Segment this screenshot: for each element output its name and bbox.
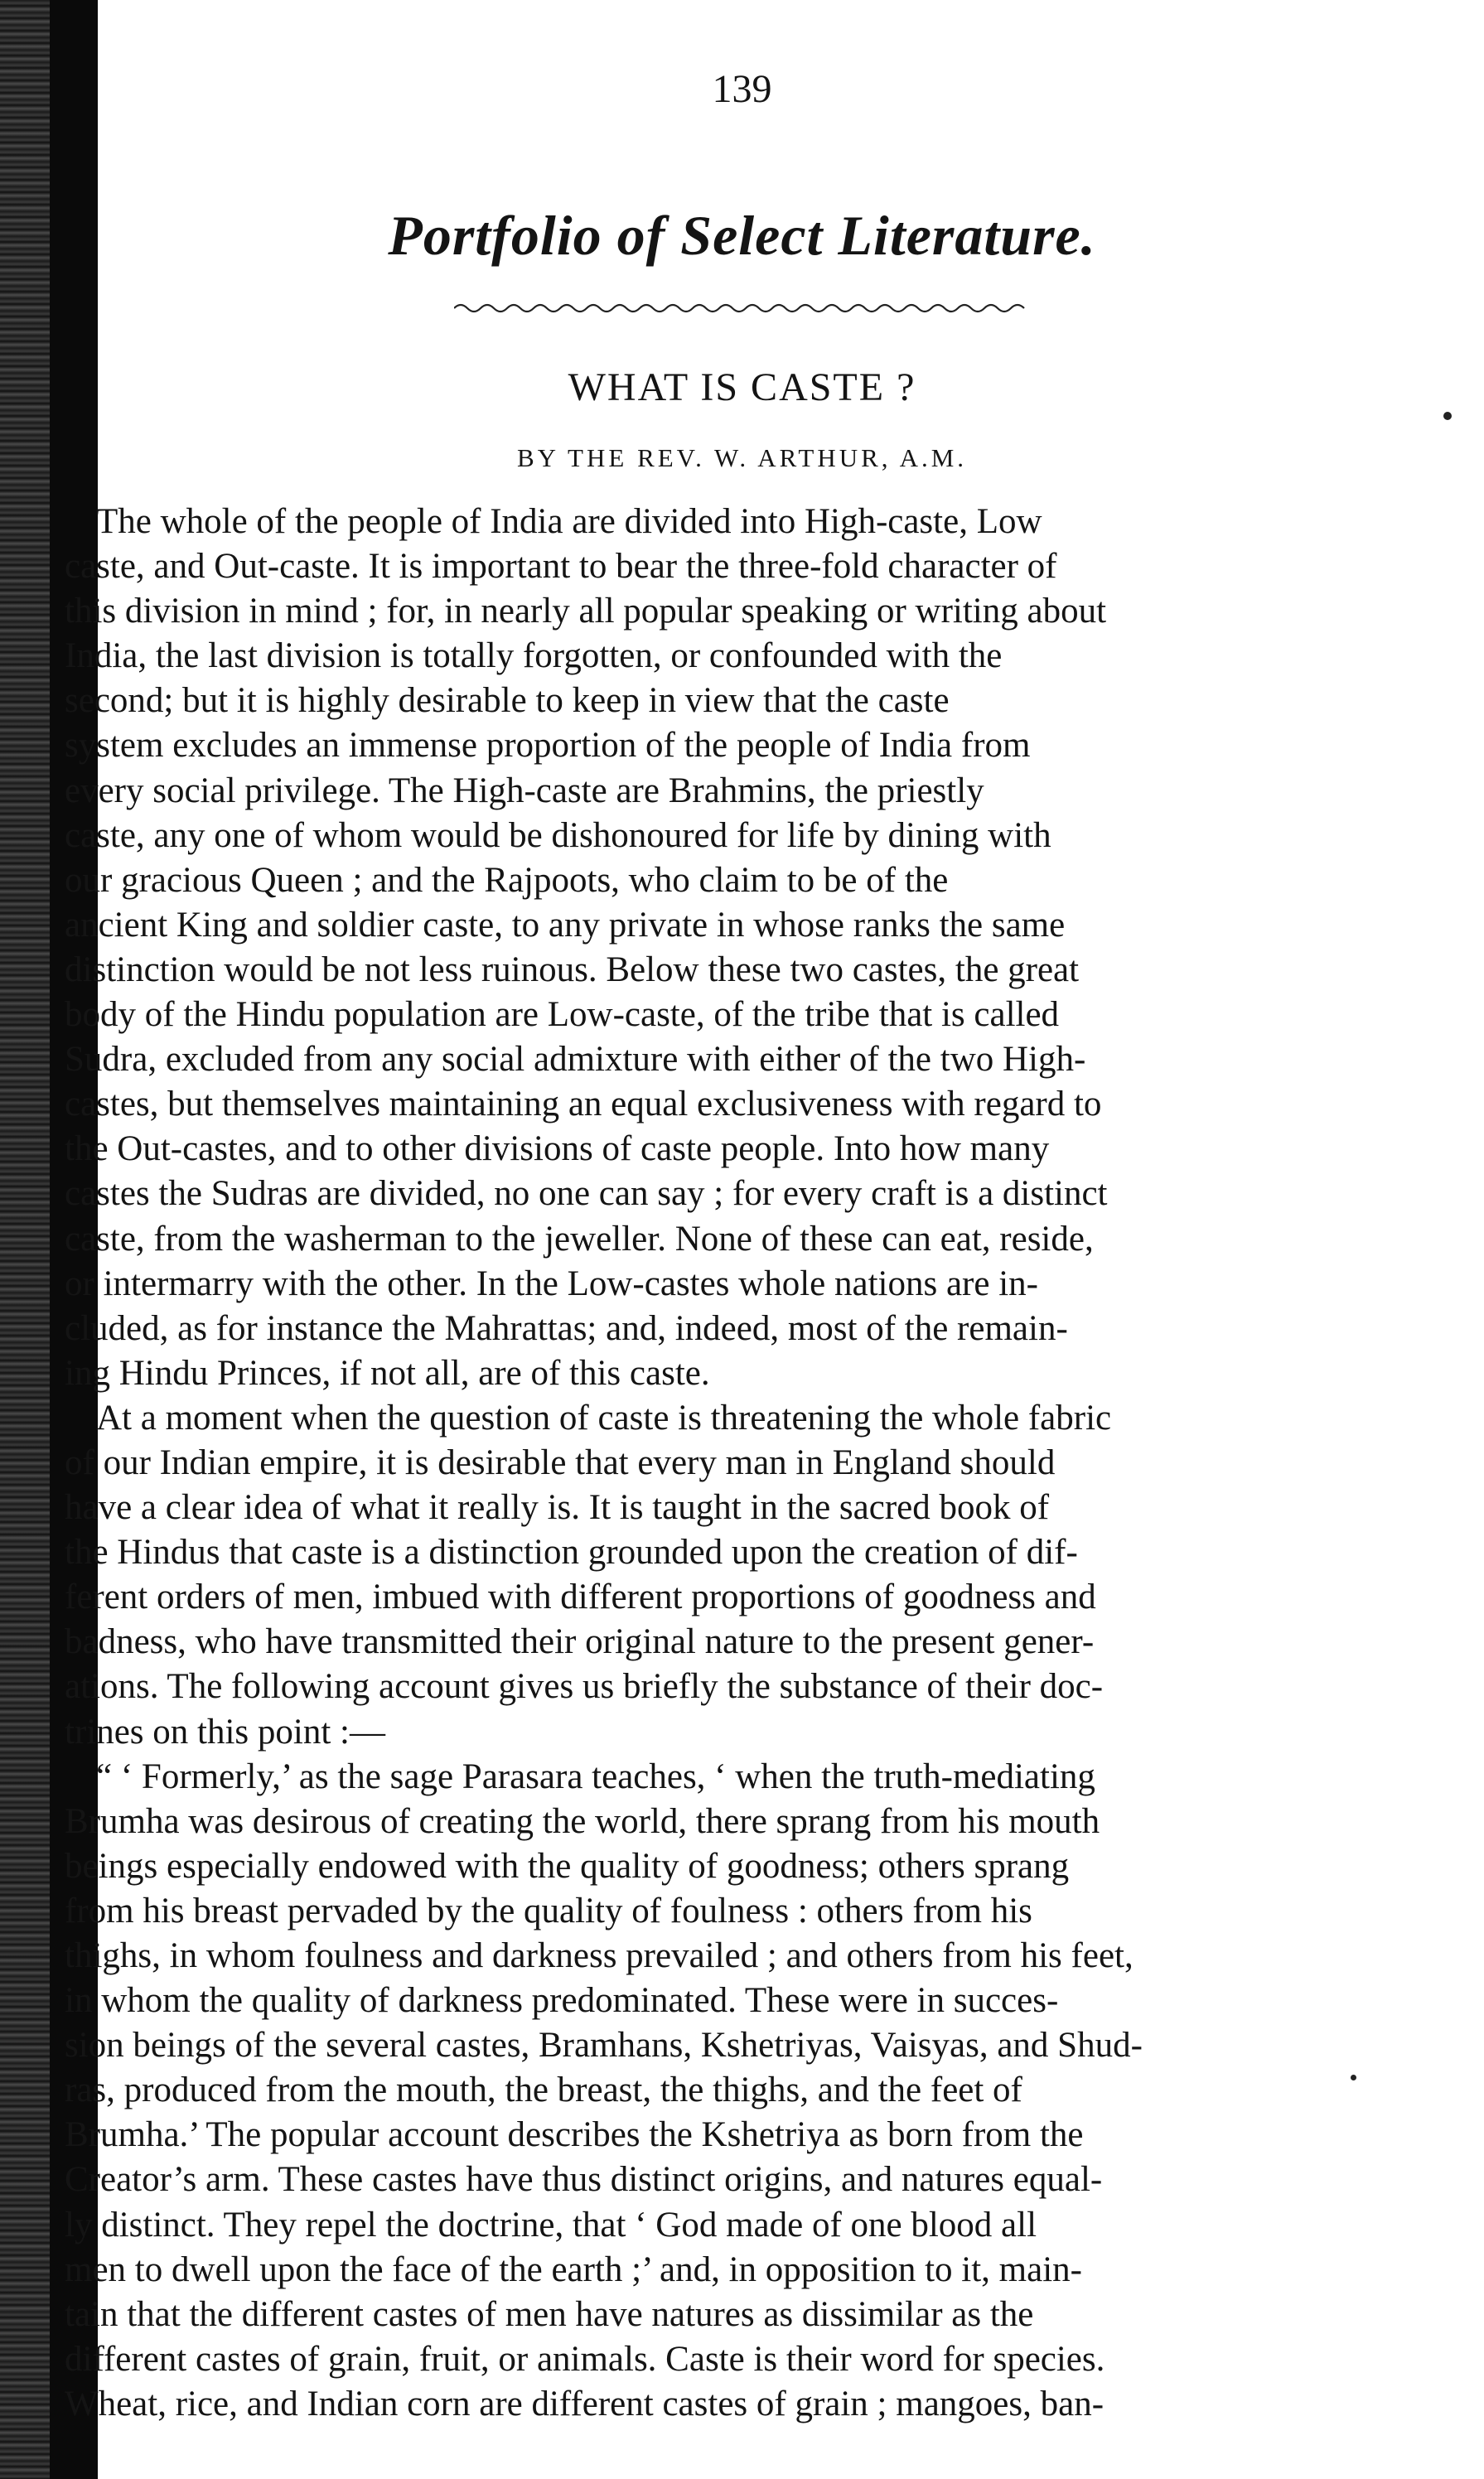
text-line: ly distinct. They repel the doctrine, that ‘ God made of one blood all (65, 2205, 1037, 2245)
section-title: Portfolio of Select Literature. (388, 204, 1096, 267)
text-line: of our Indian empire, it is desirable that every man in England should (65, 1442, 1056, 1482)
text-line: beings especially endowed with the quality of goodness; others sprang (65, 1846, 1070, 1886)
text-line: this division in mind ; for, in nearly all popular speaking or writing about (65, 592, 1107, 631)
text-line: in whom the quality of darkness predominated. These were in succes- (65, 1981, 1059, 2021)
text-line: or intermarry with the other. In the Low-castes whole nations are in- (65, 1264, 1038, 1303)
text-line: caste, any one of whom would be dishonoured for life by dining with (65, 815, 1051, 855)
text-line: “ ‘ Formerly,’ as the sage Parasara teaches, ‘ when the truth-mediating (96, 1757, 1095, 1796)
text-line: different castes of grain, fruit, or animals. Caste is their word for species. (65, 2339, 1105, 2379)
text-line: Brumha.’ The popular account describes the Kshetriya as born from the (65, 2115, 1084, 2155)
ink-speck (1351, 2075, 1356, 2080)
text-line: distinction would be not less ruinous. Below these two castes, the great (65, 950, 1080, 989)
text-line: Wheat, rice, and Indian corn are different castes of grain ; mangoes, ban- (65, 2384, 1105, 2423)
byline: BY THE REV. W. ARTHUR, A.M. (516, 443, 968, 472)
text-line: the Out-castes, and to other divisions of caste people. Into how many (65, 1129, 1050, 1169)
text-line: our gracious Queen ; and the Rajpoots, who claim to be of the (65, 860, 949, 900)
text-line: At a moment when the question of caste is threatening the whole fabric (96, 1398, 1112, 1438)
text-line: ferent orders of men, imbued with different proportions of goodness and (65, 1578, 1096, 1617)
text-line: system excludes an immense proportion of the people of India from (65, 726, 1031, 766)
text-line: men to dwell upon the face of the earth ;’ and, in opposition to it, main- (65, 2249, 1082, 2289)
text-line: caste, and Out-caste. It is important to bear the three-fold character of (65, 547, 1057, 587)
text-line: body of the Hindu population are Low-caste, of the tribe that is called (65, 995, 1060, 1035)
page-number: 139 (712, 67, 772, 111)
text-line: Brumha was desirous of creating the world, there sprang from his mouth (65, 1801, 1100, 1841)
text-line: ancient King and soldier caste, to any private in whose ranks the same (65, 905, 1066, 945)
article-body (65, 500, 1347, 2427)
text-line: ras, produced from the mouth, the breast, the thighs, and the feet of (65, 2071, 1022, 2110)
text-line: the Hindus that caste is a distinction grounded upon the creation of dif- (65, 1533, 1078, 1573)
text-line: every social privilege. The High-caste are Brahmins, the priestly (65, 771, 984, 810)
text-line: castes the Sudras are divided, no one can say ; for every craft is a distinct (65, 1174, 1108, 1214)
text-line: ations. The following account gives us briefly the substance of their doc- (65, 1667, 1104, 1707)
text-line: thighs, in whom foulness and darkness prevailed ; and others from his feet, (65, 1936, 1134, 1975)
text-line: The whole of the people of India are divided into High-caste, Low (96, 502, 1042, 541)
text-line: caste, from the washerman to the jeweller. None of these can eat, reside, (65, 1219, 1094, 1259)
text-line: sion beings of the several castes, Bramhans, Kshetriyas, Vaisyas, and Shud- (65, 2026, 1143, 2066)
text-line: ing Hindu Princes, if not all, are of this caste. (65, 1353, 710, 1393)
text-line: castes, but themselves maintaining an equal exclusiveness with regard to (65, 1085, 1102, 1124)
text-line: Creator’s arm. These castes have thus distinct origins, and natures equal- (65, 2160, 1103, 2200)
text-line: second; but it is highly desirable to keep in view that the caste (65, 681, 950, 721)
decorative-rule (454, 298, 1034, 318)
article-title: WHAT IS CASTE ? (568, 365, 916, 409)
text-line: badness, who have transmitted their original nature to the present gener- (65, 1622, 1095, 1662)
text-line: Sudra, excluded from any social admixture with either of the two High- (65, 1040, 1086, 1080)
text-line: India, the last division is totally forgotten, or confounded with the (65, 636, 1003, 676)
text-line: tain that the different castes of men have natures as dissimilar as the (65, 2294, 1034, 2334)
ink-speck (1443, 412, 1452, 420)
text-line: trines on this point :— (65, 1712, 385, 1752)
text-line: cluded, as for instance the Mahrattas; and, indeed, most of the remain- (65, 1308, 1068, 1348)
text-line: from his breast pervaded by the quality of foulness : others from his (65, 1891, 1032, 1931)
text-line: have a clear idea of what it really is. It is taught in the sacred book of (65, 1488, 1050, 1528)
